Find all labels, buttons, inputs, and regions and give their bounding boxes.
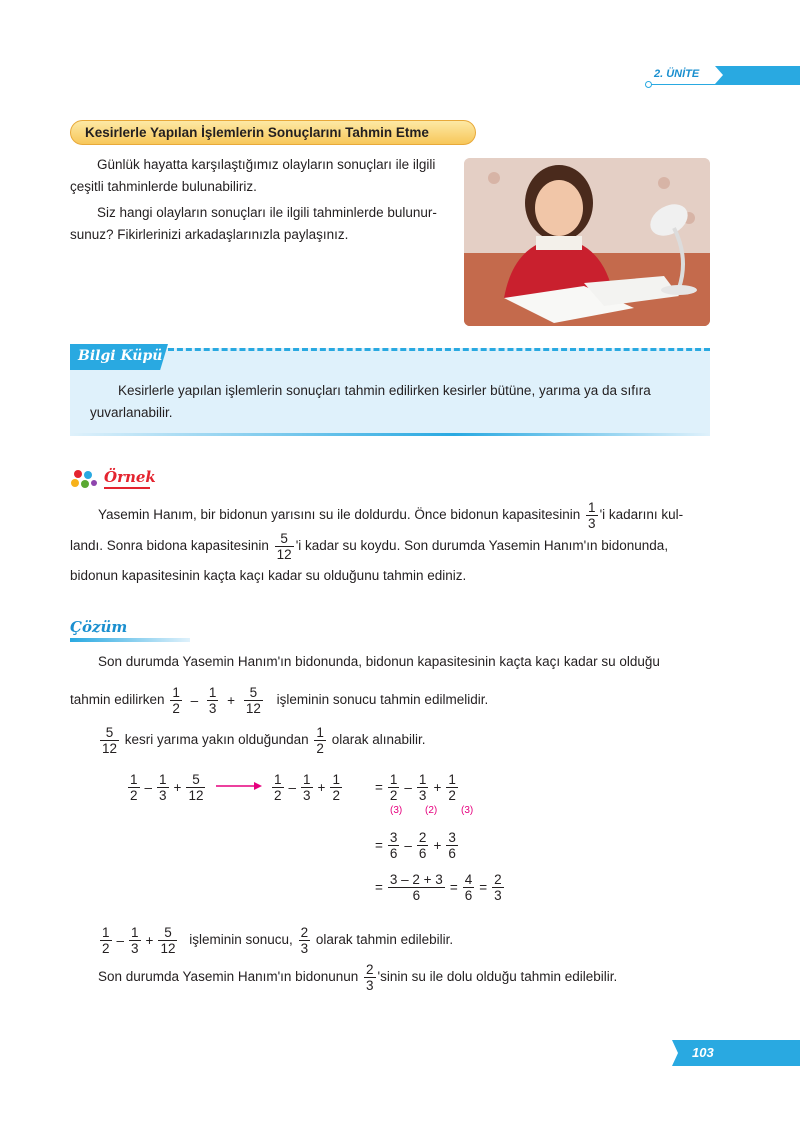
- example-icon: [70, 468, 98, 490]
- fraction: [330, 772, 342, 803]
- minus-sign: –: [116, 933, 125, 948]
- num: 1: [102, 925, 110, 940]
- den: 6: [464, 888, 473, 903]
- den: 2: [274, 788, 282, 803]
- text: landı. Sonra bidona kapasitesinin: [70, 538, 269, 554]
- info-box-dashed-border: [168, 348, 710, 351]
- calc-estimated: [270, 772, 344, 803]
- section-title: Kesirlerle Yapılan İşlemlerin Sonuçlarını Tahmin Etme: [70, 120, 476, 145]
- den: 3: [303, 788, 311, 803]
- unit-dot: [645, 81, 652, 88]
- fraction: [446, 830, 458, 861]
- text: olarak alınabilir.: [331, 732, 426, 748]
- fraction-1-3: [586, 500, 598, 531]
- num: 1: [159, 772, 167, 787]
- den: 2: [332, 788, 340, 803]
- text: Yasemin Hanım, bir bidonun yarısını su ile doldurdu. Önce bidonun kapasitesinin: [98, 507, 581, 523]
- den: 6: [418, 846, 427, 861]
- num: 1: [172, 685, 180, 700]
- minus-sign: –: [144, 780, 153, 795]
- equals-sign: =: [375, 780, 383, 795]
- info-line: yuvarlanabilir.: [90, 405, 173, 420]
- num: 5: [275, 531, 294, 547]
- num: 5: [100, 725, 119, 741]
- num: 1: [131, 925, 139, 940]
- fraction: [186, 772, 205, 803]
- num: 1: [208, 685, 217, 700]
- num: 2: [494, 872, 502, 887]
- text: kesri yarıma yakın olduğundan: [124, 732, 309, 748]
- den: 3: [418, 788, 427, 803]
- example-text: [70, 500, 710, 588]
- den: 3: [208, 701, 217, 716]
- intro-line: Siz hangi olayların sonuçları ile ilgili tahminlerde bulunur-: [97, 205, 437, 220]
- intro-text: [70, 154, 460, 246]
- solution-line-1: Son durumda Yasemin Hanım'ın bidonunda, bidonun kapasitesinin kaçta kaçı kadar su olduğu: [98, 654, 660, 669]
- den: 3: [300, 941, 309, 956]
- conclusion-line-1: [98, 925, 453, 956]
- example-line-1: [70, 500, 710, 531]
- den: 12: [188, 788, 204, 803]
- multiplier: (2): [425, 805, 438, 816]
- den: 2: [130, 788, 138, 803]
- num: 4: [464, 872, 473, 887]
- fraction: [244, 685, 263, 716]
- minus-sign: –: [404, 838, 412, 853]
- example-line-3: bidonun kapasitesinin kaçta kaçı kadar su olduğunu tahmin ediniz.: [70, 568, 467, 583]
- text: tahmin edilirken: [70, 692, 165, 708]
- den: 2: [316, 741, 324, 756]
- equals-sign: =: [375, 838, 383, 853]
- fraction: [170, 685, 182, 716]
- num: 3: [448, 830, 456, 845]
- equals-sign: =: [449, 880, 458, 895]
- unit-label: 2. ÜNİTE: [654, 68, 700, 80]
- num: 1: [303, 772, 311, 787]
- fraction: [492, 872, 504, 903]
- calc-result: [372, 872, 506, 903]
- plus-sign: +: [317, 780, 326, 795]
- solution-title: Çözüm: [70, 618, 128, 636]
- num: 5: [244, 685, 263, 701]
- fraction: [364, 962, 376, 993]
- fraction: [272, 772, 284, 803]
- solution-underline: [70, 638, 190, 642]
- multiplier: (3): [461, 805, 474, 816]
- arrow-icon: [216, 781, 262, 791]
- calc-original: [126, 772, 207, 803]
- num: 3 – 2 + 3: [389, 872, 443, 887]
- fraction-5-12: [275, 531, 294, 562]
- num: 1: [316, 725, 324, 740]
- text: Son durumda Yasemin Hanım'ın bidonunun: [98, 969, 359, 985]
- den: 12: [245, 701, 261, 716]
- num: 5: [186, 772, 205, 788]
- num: 1: [418, 772, 427, 787]
- fraction: [157, 772, 169, 803]
- text: 'i kadar su koydu. Son durumda Yasemin Hanım'ın bidonunda,: [295, 538, 669, 554]
- den: 2: [172, 701, 180, 716]
- minus-sign: –: [190, 693, 199, 708]
- fraction: [129, 925, 141, 956]
- equals-sign: =: [375, 880, 383, 895]
- fraction: [388, 830, 400, 861]
- den: 2: [102, 941, 110, 956]
- num: 5: [158, 925, 177, 941]
- fraction: [446, 772, 458, 803]
- conclusion-line-2: [98, 962, 617, 993]
- num: 2: [300, 925, 309, 940]
- den: 2: [389, 788, 398, 803]
- solution-line-3: [98, 725, 426, 756]
- den: 6: [412, 888, 421, 903]
- num: 1: [588, 500, 596, 515]
- fraction: [128, 772, 140, 803]
- example-line-2: [70, 531, 710, 562]
- num: 1: [130, 772, 138, 787]
- den: 3: [366, 978, 374, 993]
- plus-sign: +: [173, 780, 182, 795]
- text: olarak tahmin edilebilir.: [315, 932, 454, 948]
- plus-sign: +: [227, 693, 236, 708]
- text: 'sinin su ile dolu olduğu tahmin edilebilir.: [377, 969, 618, 985]
- intro-line: sunuz? Fikirlerinizi arkadaşlarınızla paylaşınız.: [70, 227, 349, 242]
- calc-expanded: [372, 772, 460, 803]
- calc-common-denominator: [372, 830, 460, 861]
- fraction: [417, 830, 429, 861]
- den: 12: [276, 547, 292, 562]
- fraction: [417, 772, 429, 803]
- fraction: [100, 725, 119, 756]
- solution-line-2: [70, 685, 488, 716]
- girl-studying-photo: [464, 158, 710, 326]
- fraction: [299, 925, 311, 956]
- page-number: 103: [692, 1045, 714, 1060]
- den: 12: [102, 741, 118, 756]
- multiplier: (3): [390, 805, 403, 816]
- intro-line: Günlük hayatta karşılaştığımız olayların sonuçları ile ilgili: [97, 157, 436, 172]
- den: 12: [160, 941, 176, 956]
- num: 1: [448, 772, 456, 787]
- num: 3: [389, 830, 398, 845]
- num: 2: [418, 830, 427, 845]
- photo-illustration: [464, 158, 710, 326]
- num: 1: [389, 772, 398, 787]
- fraction: [100, 925, 112, 956]
- text: 'i kadarını kul-: [599, 507, 684, 523]
- fraction: [463, 872, 475, 903]
- text: işleminin sonucu tahmin edilmelidir.: [276, 692, 489, 708]
- den: 6: [389, 846, 398, 861]
- info-box-title: Bilgi Küpü: [78, 348, 163, 364]
- den: 3: [494, 888, 502, 903]
- info-box-bottom-line: [70, 433, 710, 436]
- den: 2: [448, 788, 456, 803]
- plus-sign: +: [145, 933, 154, 948]
- fraction: [314, 725, 326, 756]
- fraction: [388, 772, 400, 803]
- fraction: [158, 925, 177, 956]
- den: 3: [159, 788, 167, 803]
- equals-sign: =: [479, 880, 488, 895]
- example-title: Örnek: [104, 468, 156, 486]
- plus-sign: +: [433, 838, 442, 853]
- info-line: Kesirlerle yapılan işlemlerin sonuçları tahmin edilirken kesirler bütüne, yarıma ya da sıfıra: [118, 383, 651, 398]
- den: 3: [131, 941, 139, 956]
- minus-sign: –: [288, 780, 297, 795]
- fraction: [207, 685, 219, 716]
- info-box-text: [70, 380, 710, 424]
- num: 1: [332, 772, 340, 787]
- unit-line: [648, 84, 800, 85]
- minus-sign: –: [404, 780, 412, 795]
- num: 2: [366, 962, 374, 977]
- example-title-underline: [104, 487, 150, 491]
- den: 6: [448, 846, 456, 861]
- den: 3: [588, 516, 596, 531]
- fraction: [301, 772, 313, 803]
- plus-sign: +: [433, 780, 442, 795]
- fraction: [388, 872, 445, 903]
- intro-line: çeşitli tahminlerde bulunabiliriz.: [70, 179, 257, 194]
- text: işleminin sonucu,: [189, 932, 293, 948]
- num: 1: [274, 772, 282, 787]
